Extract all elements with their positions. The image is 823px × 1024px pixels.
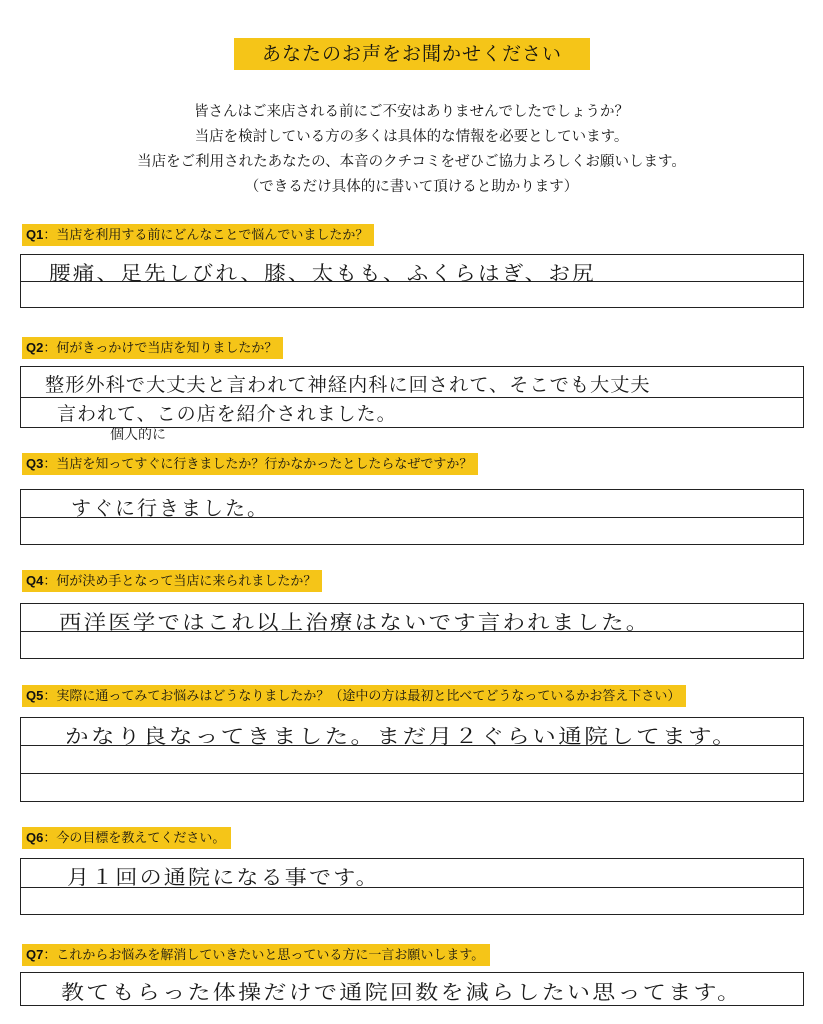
question-number: Q6 (26, 830, 44, 845)
intro-line: 当店をご利用されたあなたの、本音のクチコミをぜひご協力よろしくお願いします。 (137, 154, 686, 170)
question-text: ：何が決め手となって当店に来られましたか？ (43, 574, 317, 589)
question-number: Q4 (26, 573, 44, 588)
question-2-label (22, 337, 283, 359)
question-number: Q3 (26, 456, 44, 471)
question-number: Q1 (26, 227, 44, 242)
question-text: ：何がきっかけで当店を知りましたか？ (43, 341, 278, 356)
answer-box-3[interactable] (20, 489, 804, 545)
question-3-label (22, 453, 478, 475)
question-6-label (22, 827, 231, 849)
answer-text: 整形外科で大丈夫と言われて神経内科に回されて、そこでも大丈夫 (45, 374, 651, 396)
ruled-line (21, 397, 803, 398)
intro-line: 皆さんはご来店される前にご不安はありませんでしたでしょうか？ (194, 104, 629, 120)
answer-text: 教てもらった体操だけで通院回数を減らしたい思ってます。 (61, 980, 743, 1004)
answer-text: 月１回の通院になる事です。 (67, 865, 380, 889)
question-5-label (22, 685, 686, 707)
ruled-line (21, 773, 803, 774)
question-number: Q7 (26, 947, 44, 962)
intro-line: （できるだけ具体的に書いて頂けると助かります） (244, 179, 579, 195)
answer-text: すぐに行きました。 (71, 496, 269, 520)
question-number: Q5 (26, 688, 44, 703)
question-1-label (22, 224, 374, 246)
answer-text: かなり良なってきました。まだ月２ぐらい通院してます。 (65, 724, 739, 748)
question-number: Q2 (26, 340, 44, 355)
answer-text: 言われて、この店を紹介されました。 (57, 403, 397, 425)
answer-text: 西洋医学ではこれ以上治療はないです言われました。 (59, 610, 651, 634)
question-4-label (22, 570, 322, 592)
question-text: ：実際に通ってみてお悩みはどうなりましたか？（途中の方は最初と比べてどうなっているかお答え下さい） (43, 689, 681, 704)
answer-box-1[interactable] (20, 254, 804, 308)
question-7-label (22, 944, 490, 966)
handwritten-note: 個人的に (110, 427, 166, 443)
answer-box-4[interactable] (20, 603, 804, 659)
page-title: あなたのお声をお聞かせください (234, 38, 590, 70)
question-text: ：当店を知ってすぐに行きましたか？行かなかったとしたらなぜですか？ (43, 457, 473, 472)
question-text: ：今の目標を教えてください。 (43, 831, 226, 846)
answer-text: 腰痛、足先しびれ、膝、太もも、ふくらはぎ、お尻 (49, 261, 596, 285)
answer-box-6[interactable] (20, 858, 804, 915)
answer-box-5[interactable] (20, 717, 804, 802)
intro-text (0, 100, 823, 200)
question-text: ：これからお悩みを解消していきたいと思っている方に一言お願いします。 (43, 948, 485, 963)
intro-line: 当店を検討している方の多くは具体的な情報を必要としています。 (194, 129, 629, 145)
answer-box-7[interactable] (20, 972, 804, 1006)
question-text: ：当店を利用する前にどんなことで悩んでいましたか？ (43, 228, 369, 243)
answer-box-2[interactable] (20, 366, 804, 428)
